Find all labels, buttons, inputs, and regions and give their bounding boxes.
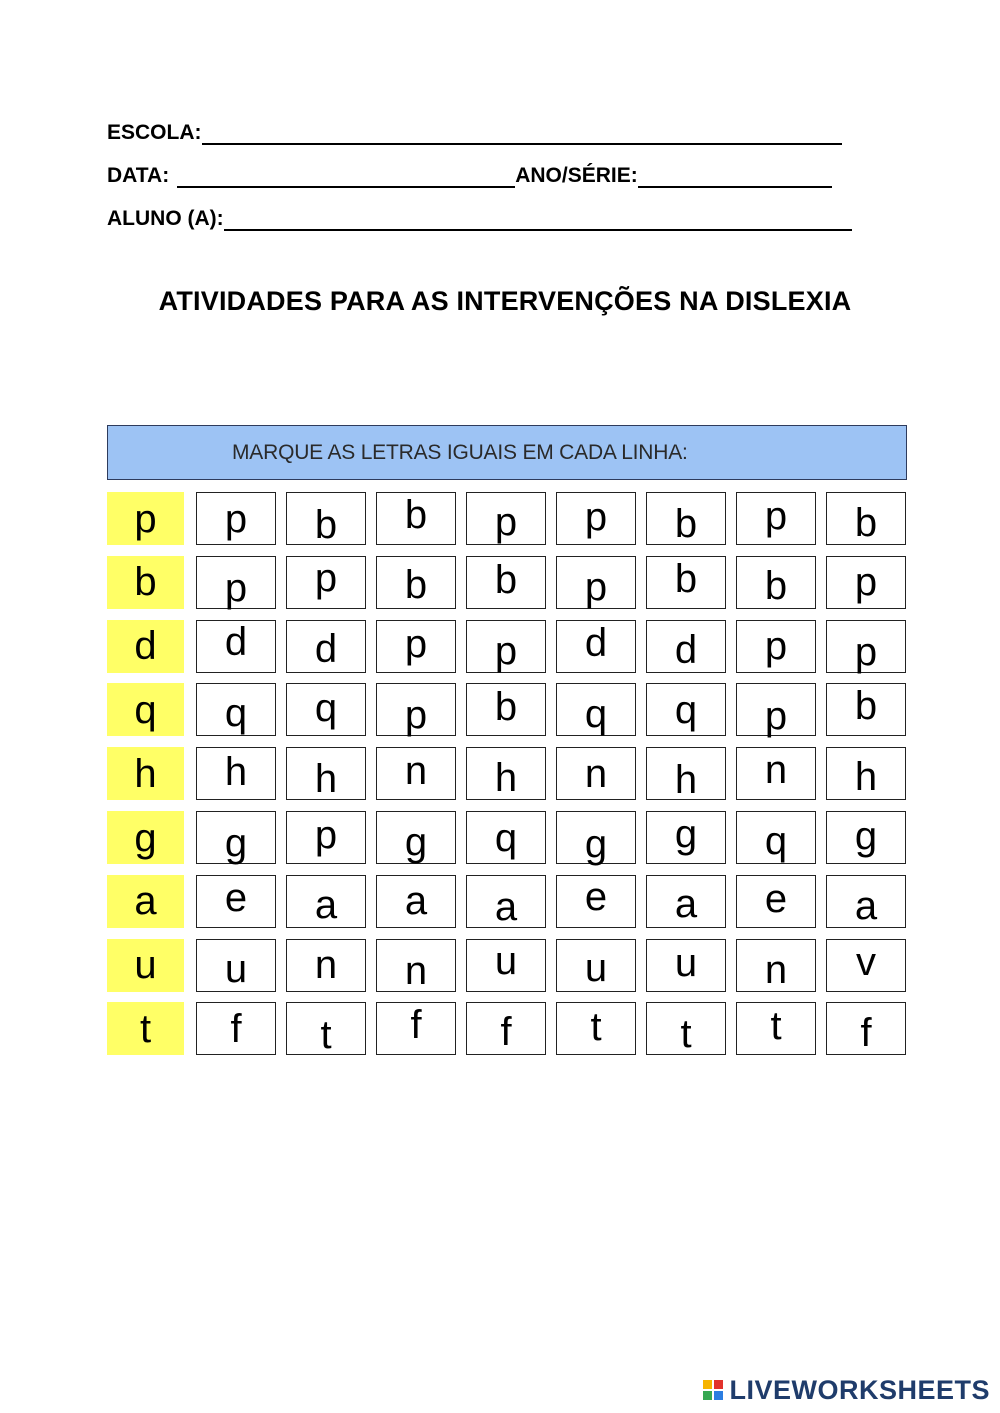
letter-choice-cell[interactable] — [196, 811, 276, 864]
letter-choice: b — [854, 500, 878, 545]
key-letter: b — [134, 560, 157, 605]
letter-choice: h — [674, 757, 698, 802]
escola-blank[interactable] — [202, 123, 842, 145]
letter-choice-cell[interactable] — [556, 811, 636, 864]
letter-choice: q — [584, 691, 608, 736]
letter-choice: b — [404, 492, 428, 537]
letter-choice-cell[interactable] — [646, 556, 726, 609]
letter-choice-cell[interactable] — [466, 683, 546, 736]
instruction-text: MARQUE AS LETRAS IGUAIS EM CADA LINHA: — [232, 440, 688, 464]
letter-choice: u — [584, 946, 608, 991]
letter-choice: p — [764, 493, 788, 538]
letter-choice-cell[interactable] — [286, 811, 366, 864]
letter-choice-cell[interactable] — [466, 556, 546, 609]
letter-choice-cell[interactable] — [556, 747, 636, 800]
letter-choice: d — [674, 628, 698, 673]
instruction-banner — [107, 425, 907, 480]
letter-choice: t — [320, 1012, 332, 1057]
letter-choice-cell[interactable] — [286, 492, 366, 545]
key-letter-cell — [107, 811, 184, 864]
letter-choice-cell[interactable] — [826, 620, 906, 673]
letter-choice-cell[interactable] — [196, 492, 276, 545]
letter-choice-cell[interactable] — [826, 811, 906, 864]
key-letter-cell — [107, 875, 184, 928]
letter-choice-cell[interactable] — [196, 747, 276, 800]
letter-choice-cell[interactable] — [466, 747, 546, 800]
letter-choice: b — [404, 563, 428, 608]
key-letter-cell — [107, 556, 184, 609]
letter-choice-cell[interactable] — [286, 939, 366, 992]
letter-choice: e — [224, 876, 248, 921]
letter-choice: p — [224, 496, 248, 541]
letter-choice: f — [230, 1006, 242, 1051]
letter-choice-cell[interactable] — [196, 556, 276, 609]
letter-choice: f — [500, 1009, 512, 1054]
key-letter-cell — [107, 1002, 184, 1055]
brand-mark-icon — [703, 1380, 723, 1400]
key-letter: p — [134, 496, 157, 541]
letter-choice-cell[interactable] — [286, 556, 366, 609]
letter-choice-cell[interactable] — [376, 620, 456, 673]
letter-choice: p — [494, 629, 518, 674]
key-letter-cell — [107, 492, 184, 545]
letter-choice: q — [314, 685, 338, 730]
letter-choice: b — [854, 683, 878, 728]
letter-choice-cell[interactable] — [196, 620, 276, 673]
letter-choice-cell[interactable] — [736, 556, 816, 609]
aluno-label: ALUNO (A): — [107, 207, 224, 230]
letter-choice: p — [764, 624, 788, 669]
aluno-line — [107, 205, 852, 231]
key-letter: q — [134, 687, 157, 732]
letter-choice-cell[interactable] — [736, 683, 816, 736]
data-label: DATA: — [107, 164, 170, 187]
ano-serie-blank[interactable] — [638, 166, 832, 188]
key-letter: d — [134, 624, 157, 669]
key-letter-cell — [107, 620, 184, 673]
data-line — [107, 162, 832, 188]
letter-choice: b — [494, 684, 518, 729]
key-letter: u — [134, 943, 157, 988]
key-letter: g — [134, 815, 157, 860]
letter-choice: t — [590, 1004, 602, 1049]
letter-choice: h — [854, 754, 878, 799]
letter-choice-cell[interactable] — [826, 939, 906, 992]
letter-choice-cell[interactable] — [646, 1002, 726, 1055]
escola-label: ESCOLA: — [107, 121, 202, 144]
letter-choice-cell[interactable] — [466, 875, 546, 928]
letter-choice-cell[interactable] — [286, 620, 366, 673]
letter-choice: b — [674, 557, 698, 602]
letter-choice: p — [224, 566, 248, 611]
letter-choice: a — [404, 879, 428, 924]
letter-choice-cell[interactable] — [556, 492, 636, 545]
letter-choice-cell[interactable] — [556, 939, 636, 992]
data-blank[interactable] — [177, 166, 515, 188]
letter-choice: p — [584, 565, 608, 610]
letter-choice-cell[interactable] — [556, 683, 636, 736]
letter-choice-cell[interactable] — [646, 939, 726, 992]
letter-choice: n — [404, 949, 428, 994]
page-title: ATIVIDADES PARA AS INTERVENÇÕES NA DISLEXIA — [158, 286, 852, 316]
key-letter-cell — [107, 939, 184, 992]
letter-choice: u — [224, 947, 248, 992]
letter-choice: p — [314, 812, 338, 857]
letter-choice-cell[interactable] — [286, 747, 366, 800]
letter-choice: p — [314, 556, 338, 601]
letter-choice: p — [854, 560, 878, 605]
letter-choice-cell[interactable] — [826, 1002, 906, 1055]
letter-choice: d — [314, 627, 338, 672]
letter-choice-cell[interactable] — [286, 875, 366, 928]
letter-choice: g — [584, 821, 608, 866]
letter-choice-cell[interactable] — [556, 875, 636, 928]
letter-choice-cell[interactable] — [466, 620, 546, 673]
letter-choice-cell[interactable] — [826, 683, 906, 736]
letter-choice: n — [764, 948, 788, 993]
letter-choice: q — [224, 690, 248, 735]
letter-choice-cell[interactable] — [286, 683, 366, 736]
letter-choice-cell[interactable] — [736, 939, 816, 992]
letter-choice: h — [494, 755, 518, 800]
letter-choice: n — [404, 748, 428, 793]
letter-choice: q — [674, 687, 698, 732]
letter-choice: u — [674, 941, 698, 986]
letter-choice-cell[interactable] — [826, 875, 906, 928]
letter-choice: b — [314, 502, 338, 547]
brand-text: LIVEWORKSHEETS — [729, 1374, 990, 1405]
letter-choice-cell[interactable] — [646, 683, 726, 736]
letter-choice-cell[interactable] — [286, 1002, 366, 1055]
letter-choice-cell[interactable] — [646, 620, 726, 673]
letter-choice: e — [584, 875, 608, 920]
escola-line — [107, 119, 842, 145]
letter-choice: g — [404, 819, 428, 864]
letter-choice-cell[interactable] — [376, 556, 456, 609]
key-letter-cell — [107, 683, 184, 736]
letter-choice: p — [494, 499, 518, 544]
letter-choice: a — [494, 885, 518, 930]
letter-choice-cell[interactable] — [376, 875, 456, 928]
letter-choice-cell[interactable] — [646, 875, 726, 928]
letter-choice-cell[interactable] — [376, 939, 456, 992]
letter-choice: n — [764, 747, 788, 792]
letter-choice: b — [764, 564, 788, 609]
letter-choice: t — [680, 1011, 692, 1056]
brand-logo — [703, 1375, 990, 1405]
letter-choice: n — [584, 751, 608, 796]
letter-choice: f — [410, 1002, 422, 1047]
letter-choice: d — [584, 621, 608, 666]
letter-choice: q — [764, 818, 788, 863]
letter-choice: a — [314, 883, 338, 928]
letter-choice-cell[interactable] — [556, 556, 636, 609]
letter-choice: g — [854, 813, 878, 858]
letter-choice: p — [404, 622, 428, 667]
letter-choice-cell[interactable] — [736, 875, 816, 928]
letter-choice-cell[interactable] — [736, 811, 816, 864]
key-letter: a — [134, 879, 157, 924]
key-letter: h — [134, 751, 157, 796]
letter-choice: b — [674, 501, 698, 546]
letter-choice: a — [854, 884, 878, 929]
letter-choice-cell[interactable] — [376, 1002, 456, 1055]
letter-choice-cell[interactable] — [466, 492, 546, 545]
letter-choice-cell[interactable] — [646, 492, 726, 545]
letter-choice-cell[interactable] — [646, 811, 726, 864]
letter-choice-cell[interactable] — [826, 556, 906, 609]
letter-choice: g — [224, 820, 248, 865]
letter-choice-cell[interactable] — [196, 939, 276, 992]
letter-choice-cell[interactable] — [556, 1002, 636, 1055]
letter-choice: p — [404, 692, 428, 737]
letter-choice: f — [860, 1010, 872, 1055]
letter-choice: a — [674, 882, 698, 927]
letter-choice-cell[interactable] — [466, 1002, 546, 1055]
letter-choice: p — [854, 630, 878, 675]
letter-choice-cell[interactable] — [826, 492, 906, 545]
letter-choice-cell[interactable] — [376, 811, 456, 864]
letter-choice: v — [856, 940, 876, 985]
aluno-blank[interactable] — [224, 209, 852, 231]
letter-choice-cell[interactable] — [646, 747, 726, 800]
letter-choice-cell[interactable] — [466, 811, 546, 864]
letter-choice-cell[interactable] — [736, 1002, 816, 1055]
letter-choice: p — [584, 494, 608, 539]
letter-choice-cell[interactable] — [736, 620, 816, 673]
letter-choice-cell[interactable] — [196, 1002, 276, 1055]
letter-choice: h — [224, 749, 248, 794]
key-letter-cell — [107, 747, 184, 800]
letter-choice: q — [494, 815, 518, 860]
letter-choice: n — [314, 943, 338, 988]
letter-choice: b — [494, 558, 518, 603]
letter-choice: p — [764, 693, 788, 738]
letter-choice-cell[interactable] — [826, 747, 906, 800]
letter-choice-cell[interactable] — [556, 620, 636, 673]
letter-choice: t — [770, 1003, 782, 1048]
letter-choice-cell[interactable] — [196, 683, 276, 736]
letter-choice: h — [314, 756, 338, 801]
key-letter: t — [139, 1006, 152, 1051]
letter-choice: g — [674, 811, 698, 856]
letter-choice: e — [764, 877, 788, 922]
letter-choice: u — [494, 939, 518, 984]
letter-choice-cell[interactable] — [466, 939, 546, 992]
letter-choice-cell[interactable] — [376, 492, 456, 545]
letter-choice-cell[interactable] — [376, 747, 456, 800]
ano-serie-label: ANO/SÉRIE: — [515, 164, 638, 187]
letter-choice: d — [224, 620, 248, 665]
letter-choice-cell[interactable] — [736, 747, 816, 800]
letter-choice-cell[interactable] — [736, 492, 816, 545]
letter-choice-cell[interactable] — [376, 683, 456, 736]
letter-choice-cell[interactable] — [196, 875, 276, 928]
